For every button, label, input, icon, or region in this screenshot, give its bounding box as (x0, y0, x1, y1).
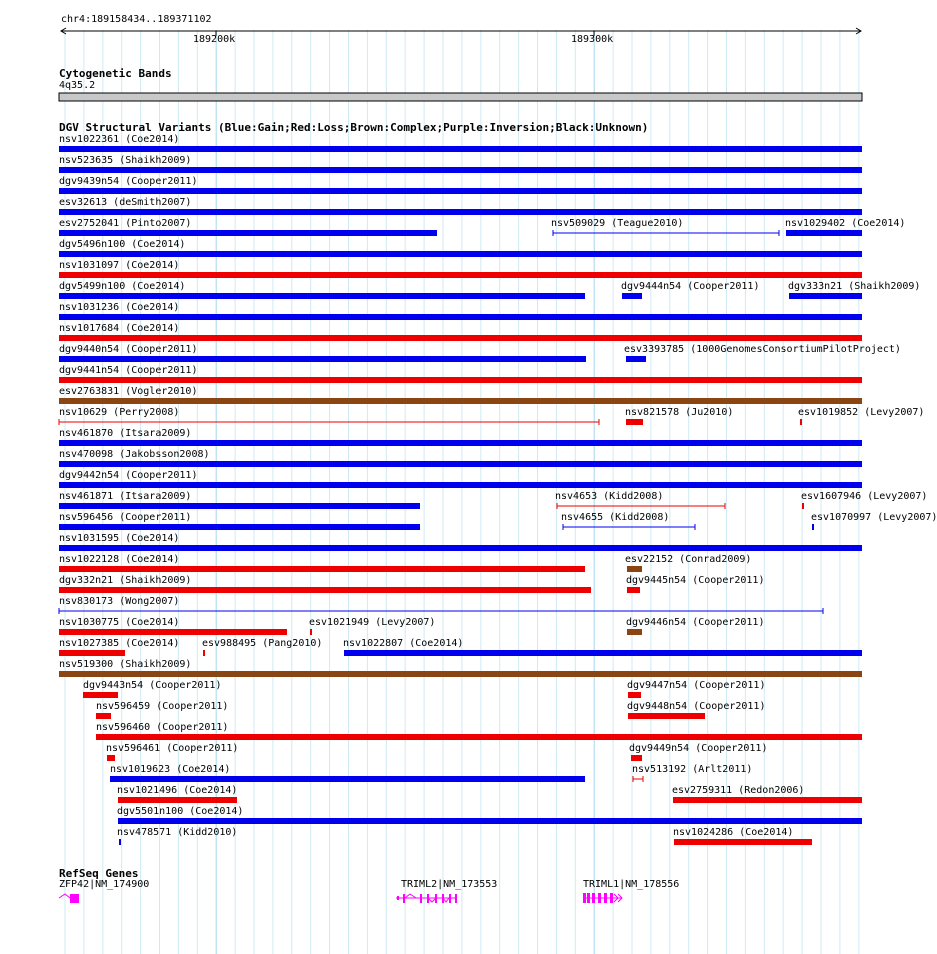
feature-nsv596460[interactable] (96, 734, 862, 740)
feature-nsv1024286[interactable] (674, 839, 812, 845)
feature-label-dgv332n21[interactable]: dgv332n21 (Shaikh2009) (59, 575, 192, 586)
gene-triml2-exon (449, 894, 451, 903)
feature-nsv1019623[interactable] (110, 776, 585, 782)
feature-dgv5501n100[interactable] (118, 818, 862, 824)
feature-label-nsv830173[interactable]: nsv830173 (Wong2007) (59, 596, 180, 607)
feature-esv3393785[interactable] (626, 356, 646, 362)
feature-label-esv3393785[interactable]: esv3393785 (1000GenomesConsortiumPilotProject) (624, 344, 901, 355)
feature-label-nsv1029402[interactable]: nsv1029402 (Coe2014) (785, 218, 906, 229)
feature-label-dgv9439n54[interactable]: dgv9439n54 (Cooper2011) (59, 176, 198, 187)
gene-triml1-exon (610, 893, 613, 903)
feature-esv1021949[interactable] (310, 629, 312, 635)
feature-label-dgv5496n100[interactable]: dgv5496n100 (Coe2014) (59, 239, 186, 250)
feature-dgv9445n54[interactable] (627, 587, 640, 593)
feature-label-nsv821578[interactable]: nsv821578 (Ju2010) (625, 407, 734, 418)
feature-dgv9447n54[interactable] (628, 692, 641, 698)
feature-label-dgv9448n54[interactable]: dgv9448n54 (Cooper2011) (627, 701, 766, 712)
gene-triml1-exon (604, 893, 607, 903)
feature-label-nsv478571[interactable]: nsv478571 (Kidd2010) (117, 827, 238, 838)
feature-nsv1029402[interactable] (786, 230, 862, 236)
feature-nsv1021496[interactable] (118, 797, 237, 803)
feature-label-nsv596459[interactable]: nsv596459 (Cooper2011) (96, 701, 229, 712)
feature-label-dgv9443n54[interactable]: dgv9443n54 (Cooper2011) (83, 680, 222, 691)
feature-label-dgv9447n54[interactable]: dgv9447n54 (Cooper2011) (627, 680, 766, 691)
gene-label-triml2[interactable]: TRIML2|NM_173553 (401, 879, 498, 890)
feature-label-nsv513192[interactable]: nsv513192 (Arlt2011) (632, 764, 753, 775)
feature-dgv5499n100[interactable] (59, 293, 585, 299)
feature-esv1019852[interactable] (800, 419, 802, 425)
feature-label-nsv509029[interactable]: nsv509029 (Teague2010) (551, 218, 684, 229)
feature-dgv9449n54[interactable] (631, 755, 642, 761)
feature-label-nsv461871[interactable]: nsv461871 (Itsara2009) (59, 491, 192, 502)
gene-triml2-exon (403, 894, 405, 903)
feature-label-esv1019852[interactable]: esv1019852 (Levy2007) (798, 407, 925, 418)
feature-nsv596461[interactable] (107, 755, 115, 761)
feature-dgv9444n54[interactable] (622, 293, 642, 299)
feature-label-nsv1021496[interactable]: nsv1021496 (Coe2014) (117, 785, 238, 796)
feature-label-nsv461870[interactable]: nsv461870 (Itsara2009) (59, 428, 192, 439)
feature-label-nsv1022361[interactable]: nsv1022361 (Coe2014) (59, 134, 180, 145)
location-label: chr4:189158434..189371102 (61, 14, 212, 25)
feature-label-nsv4653[interactable]: nsv4653 (Kidd2008) (555, 491, 664, 502)
feature-label-nsv470098[interactable]: nsv470098 (Jakobsson2008) (59, 449, 210, 460)
feature-esv1607946[interactable] (802, 503, 804, 509)
feature-label-nsv1024286[interactable]: nsv1024286 (Coe2014) (673, 827, 794, 838)
feature-dgv9440n54[interactable] (59, 356, 586, 362)
feature-nsv596456[interactable] (59, 524, 420, 530)
feature-nsv1031595[interactable] (59, 545, 862, 551)
feature-esv1070997[interactable] (812, 524, 814, 530)
tick-label-189300k: 189300k (571, 34, 614, 45)
feature-label-dgv9440n54[interactable]: dgv9440n54 (Cooper2011) (59, 344, 198, 355)
feature-label-esv1070997[interactable]: esv1070997 (Levy2007) (811, 512, 937, 523)
feature-label-nsv1030775[interactable]: nsv1030775 (Coe2014) (59, 617, 180, 628)
feature-nsv519300[interactable] (59, 671, 862, 677)
feature-esv2752041[interactable] (59, 230, 437, 236)
feature-esv2763831[interactable] (59, 398, 862, 404)
cytoband-bar[interactable] (59, 93, 862, 101)
feature-label-esv2759311[interactable]: esv2759311 (Redon2006) (672, 785, 805, 796)
gene-label-zfp42[interactable]: ZFP42|NM_174900 (59, 879, 150, 890)
feature-label-dgv9441n54[interactable]: dgv9441n54 (Cooper2011) (59, 365, 198, 376)
feature-dgv332n21[interactable] (59, 587, 591, 593)
feature-label-nsv1031097[interactable]: nsv1031097 (Coe2014) (59, 260, 180, 271)
feature-label-dgv9445n54[interactable]: dgv9445n54 (Cooper2011) (626, 575, 765, 586)
feature-label-nsv1022128[interactable]: nsv1022128 (Coe2014) (59, 554, 180, 565)
gene-triml1-exon (592, 893, 595, 903)
gene-triml1-exon (587, 893, 590, 903)
feature-label-nsv596461[interactable]: nsv596461 (Cooper2011) (106, 743, 239, 754)
feature-label-dgv9444n54[interactable]: dgv9444n54 (Cooper2011) (621, 281, 760, 292)
feature-label-esv1021949[interactable]: esv1021949 (Levy2007) (309, 617, 436, 628)
dgv-track-title[interactable]: DGV Structural Variants (Blue:Gain;Red:Loss;Brown:Complex;Purple:Inversion;Black:Unknown) (59, 121, 649, 134)
gene-triml2-exon (397, 896, 399, 900)
feature-label-esv1607946[interactable]: esv1607946 (Levy2007) (801, 491, 928, 502)
feature-nsv470098[interactable] (59, 461, 862, 467)
feature-nsv1030775[interactable] (59, 629, 287, 635)
feature-dgv9442n54[interactable] (59, 482, 862, 488)
feature-dgv333n21[interactable] (789, 293, 862, 299)
feature-label-esv22152[interactable]: esv22152 (Conrad2009) (625, 554, 752, 565)
feature-esv32613[interactable] (59, 209, 862, 215)
feature-label-nsv4655[interactable]: nsv4655 (Kidd2008) (561, 512, 670, 523)
gene-label-triml1[interactable]: TRIML1|NM_178556 (583, 879, 680, 890)
tick-label-189200k: 189200k (193, 34, 236, 45)
feature-dgv9441n54[interactable] (59, 377, 862, 383)
feature-label-esv2763831[interactable]: esv2763831 (Vogler2010) (59, 386, 198, 397)
feature-label-nsv596456[interactable]: nsv596456 (Cooper2011) (59, 512, 192, 523)
feature-esv22152[interactable] (627, 566, 642, 572)
feature-dgv9448n54[interactable] (628, 713, 705, 719)
gene-triml2-exon (420, 894, 422, 903)
feature-label-nsv519300[interactable]: nsv519300 (Shaikh2009) (59, 659, 192, 670)
feature-dgv9446n54[interactable] (627, 629, 642, 635)
feature-label-dgv5499n100[interactable]: dgv5499n100 (Coe2014) (59, 281, 186, 292)
gene-zfp42-exon[interactable] (70, 894, 79, 903)
feature-label-nsv1027385[interactable]: nsv1027385 (Coe2014) (59, 638, 180, 649)
feature-nsv821578[interactable] (626, 419, 643, 425)
feature-dgv9443n54[interactable] (83, 692, 118, 698)
feature-label-nsv1031595[interactable]: nsv1031595 (Coe2014) (59, 533, 180, 544)
feature-nsv1022128[interactable] (59, 566, 585, 572)
cytoband-label: 4q35.2 (59, 80, 96, 91)
feature-label-dgv9449n54[interactable]: dgv9449n54 (Cooper2011) (629, 743, 768, 754)
feature-nsv1017684[interactable] (59, 335, 862, 341)
feature-nsv1031097[interactable] (59, 272, 862, 278)
feature-label-nsv596460[interactable]: nsv596460 (Cooper2011) (96, 722, 229, 733)
gene-triml1-exon (598, 893, 601, 903)
feature-label-nsv10629[interactable]: nsv10629 (Perry2008) (59, 407, 180, 418)
feature-nsv461871[interactable] (59, 503, 420, 509)
feature-dgv9439n54[interactable] (59, 188, 862, 194)
feature-esv988495[interactable] (203, 650, 205, 656)
cytoband-track-title[interactable]: Cytogenetic Bands (59, 67, 172, 80)
feature-label-nsv1017684[interactable]: nsv1017684 (Coe2014) (59, 323, 180, 334)
feature-label-nsv1022807[interactable]: nsv1022807 (Coe2014) (343, 638, 464, 649)
feature-nsv1022807[interactable] (344, 650, 862, 656)
feature-label-esv32613[interactable]: esv32613 (deSmith2007) (59, 197, 192, 208)
feature-label-nsv1031236[interactable]: nsv1031236 (Coe2014) (59, 302, 180, 313)
feature-nsv596459[interactable] (96, 713, 111, 719)
refseq-track-title[interactable]: RefSeq Genes (59, 867, 139, 880)
feature-nsv1027385[interactable] (59, 650, 125, 656)
feature-esv2759311[interactable] (673, 797, 862, 803)
feature-nsv523635[interactable] (59, 167, 862, 173)
feature-nsv461870[interactable] (59, 440, 862, 446)
feature-label-esv2752041[interactable]: esv2752041 (Pinto2007) (59, 218, 192, 229)
feature-label-nsv523635[interactable]: nsv523635 (Shaikh2009) (59, 155, 192, 166)
feature-nsv1022361[interactable] (59, 146, 862, 152)
feature-nsv478571[interactable] (119, 839, 121, 845)
feature-label-dgv9442n54[interactable]: dgv9442n54 (Cooper2011) (59, 470, 198, 481)
feature-label-dgv9446n54[interactable]: dgv9446n54 (Cooper2011) (626, 617, 765, 628)
feature-label-dgv333n21[interactable]: dgv333n21 (Shaikh2009) (788, 281, 921, 292)
gene-triml2-exon (455, 894, 457, 903)
feature-label-nsv1019623[interactable]: nsv1019623 (Coe2014) (110, 764, 231, 775)
feature-label-esv988495[interactable]: esv988495 (Pang2010) (202, 638, 323, 649)
feature-label-dgv5501n100[interactable]: dgv5501n100 (Coe2014) (117, 806, 244, 817)
gene-triml1-exon (583, 893, 586, 903)
feature-dgv5496n100[interactable] (59, 251, 862, 257)
feature-nsv1031236[interactable] (59, 314, 862, 320)
